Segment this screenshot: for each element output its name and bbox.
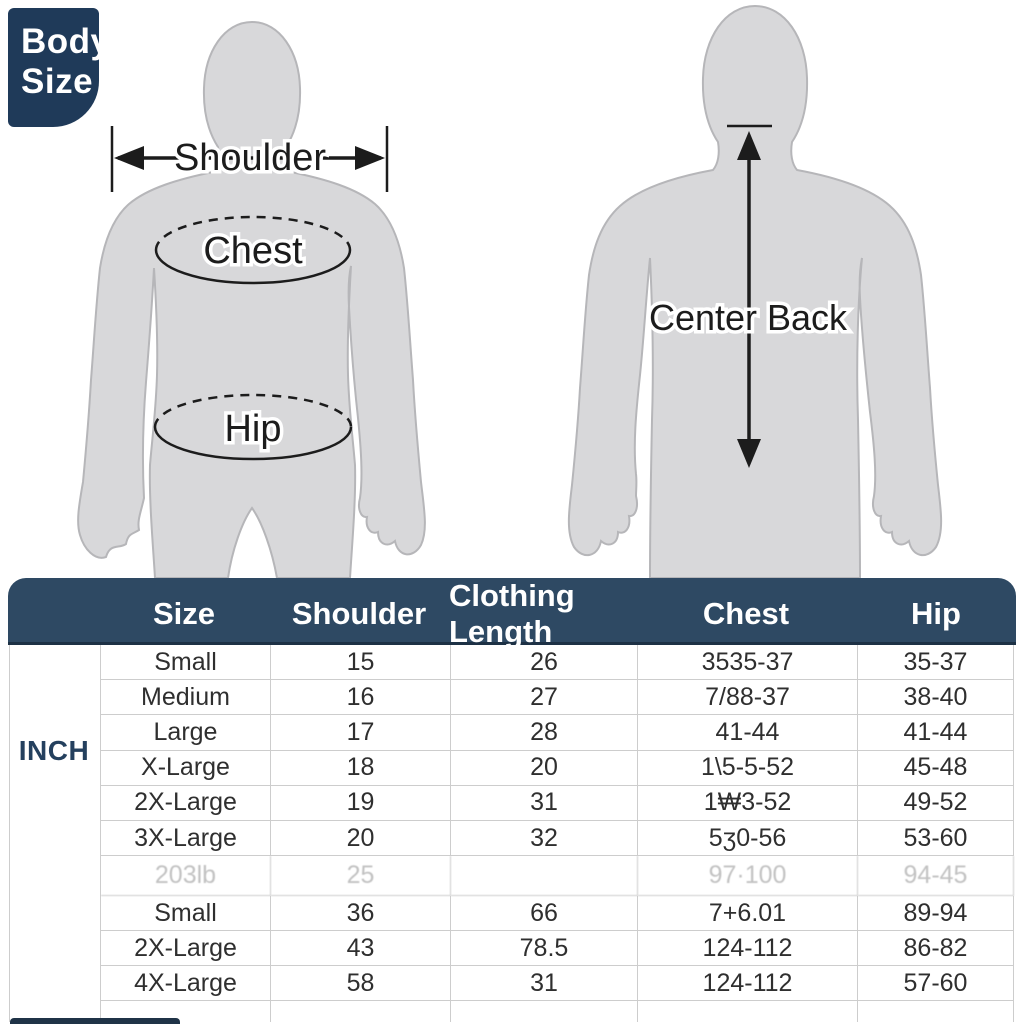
cell-hip: 86-82 (858, 931, 1014, 966)
cell-size: Small (101, 896, 271, 931)
chest-label: Chest (203, 230, 303, 272)
cell-clothing-length: 31 (451, 786, 638, 821)
body-size-badge (8, 8, 111, 127)
cell-hip: 89-94 (858, 896, 1014, 931)
cell-chest: 41-44 (638, 715, 858, 750)
cell-hip: 57-60 (858, 966, 1014, 1001)
table-row-ghost (10, 856, 1014, 896)
back-body-silhouette (569, 6, 941, 578)
cell-size: Large (101, 715, 271, 750)
header-gutter (8, 578, 99, 650)
cell-size: 4X-Large (101, 966, 271, 1001)
cut-off-unit-badge (10, 1018, 180, 1024)
cell-clothing-length: 32 (451, 821, 638, 856)
cell-size: 2X-Large (101, 931, 271, 966)
badge-line-1: Body (21, 22, 111, 61)
cell-chest: 7/88-37 (638, 680, 858, 715)
cell-clothing-length: 26 (451, 645, 638, 680)
cell-chest: 1₩3-52 (638, 786, 858, 821)
table-row (10, 966, 1014, 1001)
cell-size: 3X-Large (101, 821, 271, 856)
unit-label-inch: INCH (18, 735, 90, 766)
cell-size: 2X-Large (101, 786, 271, 821)
header-shoulder: Shoulder (291, 596, 427, 631)
cell-clothing-length: 66 (451, 896, 638, 931)
arrow-left-icon (114, 146, 144, 170)
cell-clothing-length: 20 (451, 751, 638, 786)
table-row (10, 896, 1014, 931)
cell-shoulder: 16 (271, 680, 451, 715)
cell-shoulder: 20 (271, 821, 451, 856)
cell-shoulder: 15 (271, 645, 451, 680)
cell-shoulder: 17 (271, 715, 451, 750)
cell-clothing-length: 31 (451, 966, 638, 1001)
cell-hip: 49-52 (858, 786, 1014, 821)
cell-shoulder: 18 (271, 751, 451, 786)
cell-size: X-Large (101, 751, 271, 786)
cell-chest: 124-112 (638, 966, 858, 1001)
center-back-label: Center Back (648, 297, 848, 338)
badge-line-2: Size (21, 62, 94, 101)
arrow-right-icon (355, 146, 385, 170)
cell-hip: 53-60 (858, 821, 1014, 856)
cell-chest: 5ʒ0-56 (638, 821, 858, 856)
table-row (10, 645, 1014, 680)
cell-hip: 45-48 (858, 751, 1014, 786)
table-row (10, 931, 1014, 966)
cell-clothing-length: 78.5 (451, 931, 638, 966)
hip-label: Hip (224, 408, 282, 450)
cell-hip: 94-45 (858, 856, 1014, 896)
cell-chest: 124-112 (638, 931, 858, 966)
table-row (10, 751, 1014, 786)
table-row (10, 680, 1014, 715)
cell-clothing-length: 27 (451, 680, 638, 715)
cell-clothing-length: 28 (451, 715, 638, 750)
size-table-body (9, 645, 1014, 1022)
cell-hip: 35-37 (858, 645, 1014, 680)
cell-hip: 38-40 (858, 680, 1014, 715)
header-clothing-length: Clothing Length (449, 578, 575, 649)
table-row (10, 786, 1014, 821)
cell-size: Small (101, 645, 271, 680)
shoulder-label: Shoulder (173, 137, 327, 179)
table-row (10, 821, 1014, 856)
table-row (10, 715, 1014, 750)
header-chest: Chest (702, 596, 790, 631)
cell-clothing-length (451, 856, 638, 896)
header-hip: Hip (911, 596, 961, 631)
cell-chest: 97·100 (638, 856, 858, 896)
cell-size: 203lb (101, 856, 271, 896)
cell-size: Medium (101, 680, 271, 715)
front-body-silhouette (78, 22, 425, 578)
cell-shoulder: 58 (271, 966, 451, 1001)
cell-chest: 1\5-5-52 (638, 751, 858, 786)
cell-shoulder: 36 (271, 896, 451, 931)
table-header (8, 578, 1016, 649)
cell-shoulder: 25 (271, 856, 451, 896)
cell-chest: 3535-37 (638, 645, 858, 680)
cell-shoulder: 19 (271, 786, 451, 821)
cell-chest: 7+6.01 (638, 896, 858, 931)
cell-shoulder: 43 (271, 931, 451, 966)
cell-hip: 41-44 (858, 715, 1014, 750)
header-size: Size (152, 596, 216, 631)
